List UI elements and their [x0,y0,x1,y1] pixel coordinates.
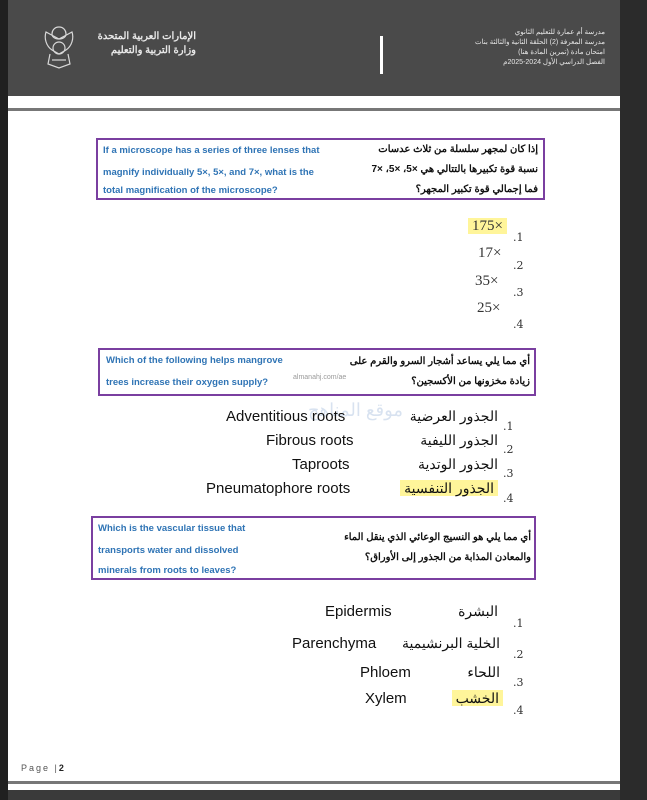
question-3-ar-line-1: أي مما يلي هو النسيج الوعائي الذي ينقل الماء [344,532,531,543]
q2-option-3-english: Taproots [292,456,350,473]
question-3-en-line-1: Which is the vascular tissue that [98,523,246,534]
question-3-arabic [293,528,531,568]
q3-option-3-english: Phloem [360,664,411,681]
q1-option-1 [468,218,507,235]
q1-option-2-number: .2 [513,259,524,272]
question-1-arabic [348,140,538,200]
q3-option-4-number: .4 [513,704,524,717]
q3-option-2-number: .2 [513,648,524,661]
page-header [8,0,620,96]
page-label: Page | [21,763,59,773]
question-3-en-line-2: transports water and dissolved [98,545,239,556]
school-line-1: مدرسة أم عمارة للتعليم الثانوي [514,29,605,36]
q2-option-3-number: .3 [503,467,514,480]
question-2-english [106,350,326,394]
ministry-line-1: الإمارات العربية المتحدة [97,31,196,42]
q2-option-2-english: Fibrous roots [266,432,354,449]
q3-option-1-number: .1 [513,617,524,630]
q2-option-4-number: .4 [503,492,514,505]
watermark-url: almanahj.com/ae [293,374,347,381]
question-2-ar-line-1: أي مما يلي يساعد أشجار السرو والقرم على [349,356,530,367]
school-info [390,28,605,68]
uae-emblem-icon [40,24,78,70]
q1-option-4-number: .4 [513,318,524,331]
page-footer [21,763,64,773]
bottom-bar [8,790,620,800]
question-2-en-line-1: Which of the following helps mangrove [106,355,283,366]
question-3-en-line-3: minerals from roots to leaves? [98,565,237,576]
question-1-box [96,138,545,200]
q3-option-3-arabic: اللحاء [467,664,500,680]
q2-option-4-english: Pneumatophore roots [206,480,351,497]
question-2-arabic [320,352,530,392]
school-line-4: الفصل الدراسي الأول 2024-2025م [503,59,605,66]
question-3-box [91,516,536,580]
q2-option-4-arabic-text: الجذور التنفسية [400,480,498,496]
q3-option-2-english: Parenchyma [292,635,377,652]
q1-option-1-text: 175× [468,218,507,234]
document-page [8,0,620,800]
q2-option-2-arabic: الجذور الليفية [420,432,498,448]
school-line-3: امتحان مادة (تمرين المادة هنا) [518,49,605,56]
q2-option-1-number: .1 [503,420,514,433]
footer-rule [8,781,620,784]
q1-option-1-number: .1 [513,231,524,244]
question-2-ar-line-2: زيادة مخزونها من الأكسجين؟ [411,376,530,387]
q2-option-4-arabic [378,480,498,497]
question-1-en-line-1: If a microscope has a series of three lenses that [103,145,320,156]
question-1-english [103,140,353,202]
q3-option-1-english: Epidermis [325,603,392,620]
q3-option-4-arabic [428,690,503,707]
page-number: 2 [58,763,64,773]
q1-option-4: 25× [477,300,501,316]
q1-option-3: 35× [475,273,499,289]
q2-option-1-english: Adventitious roots [226,408,346,425]
q2-option-1-arabic: الجذور العرضية [409,408,498,424]
question-3-english [98,518,308,582]
q3-option-4-english: Xylem [365,690,407,707]
q3-option-4-arabic-text: الخشب [452,690,503,706]
question-1-en-line-2: magnify individually 5×, 5×, and 7×, what is the [103,167,314,178]
q2-option-3-arabic: الجذور الوتدية [418,456,498,472]
question-3-ar-line-2: والمعادن المذابة من الجذور إلى الأوراق؟ [364,552,531,563]
q3-option-3-number: .3 [513,676,524,689]
header-divider [380,36,383,74]
ministry-name [86,30,196,58]
q3-option-2-arabic: الخلية البرنشيمية [402,635,500,651]
question-1-ar-line-2: نسبة قوة تكبيرها بالتتالي هي ×5، ×5، ×7 [371,164,538,175]
question-1-ar-line-3: فما إجمالي قوة تكبير المجهر؟ [415,184,538,195]
header-rule [8,108,620,111]
q2-option-2-number: .2 [503,443,514,456]
question-1-en-line-3: total magnification of the microscope? [103,185,278,196]
viewer-side-bar [620,0,647,800]
question-1-ar-line-1: إذا كان لمجهر سلسلة من ثلاث عدسات [378,144,538,155]
question-2-en-line-2: trees increase their oxygen supply? [106,377,269,388]
q1-option-2: 17× [478,245,502,261]
school-line-2: مدرسة المعرفة (2) الحلقة الثانية والثالثة بنات [475,39,605,46]
ministry-line-2: وزارة التربية والتعليم [110,45,196,56]
q3-option-1-arabic: البشرة [458,603,498,619]
q1-option-3-number: .3 [513,286,524,299]
watermark-arabic: موقع المناهج [308,400,404,420]
question-2-box [98,348,536,396]
